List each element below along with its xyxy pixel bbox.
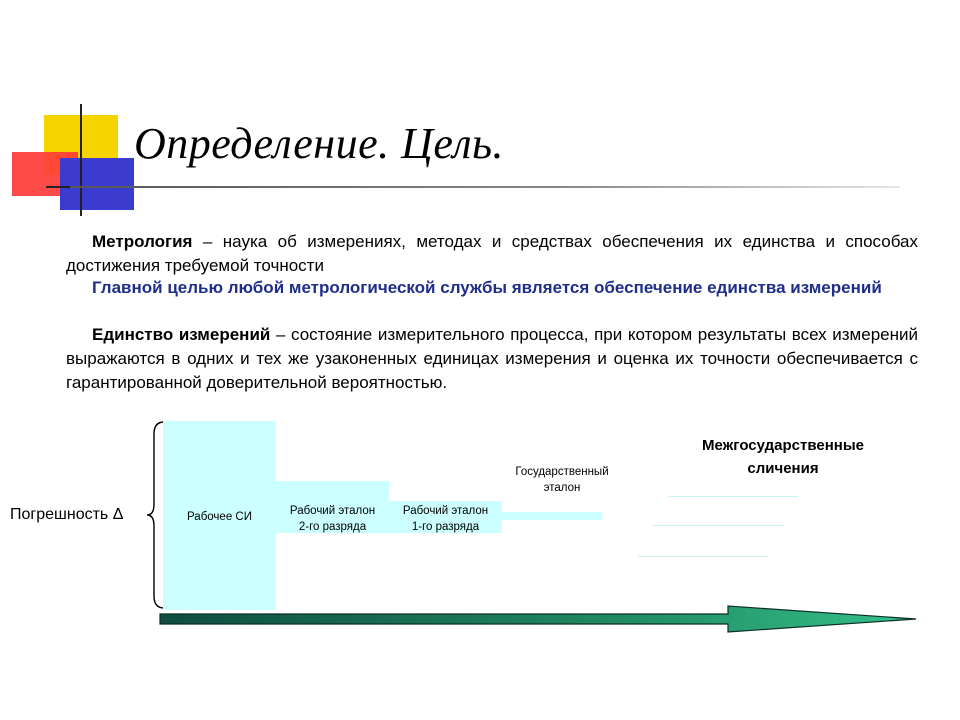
decor-vertical-line [80, 104, 82, 216]
level-label-line: 1-го разряда [411, 521, 480, 533]
intl-line: сличения [747, 460, 819, 477]
term-metrology: Метрология [92, 232, 193, 251]
accuracy-arrow-icon [158, 604, 920, 634]
level-label-line: Рабочий эталон [289, 505, 376, 517]
level-label-state-standard [512, 464, 612, 496]
metrology-text: – наука об измерениях, методах и средствах обеспечения их единства и способах достижения требуемой точности [66, 232, 918, 275]
level-label-line: эталон [543, 482, 581, 494]
title-underline [70, 186, 900, 188]
level-label-standard-rank1 [389, 503, 502, 535]
unity-text: – состояние измерительного процесса, при котором результаты всех измерений выражаются в одних и тех же узаконенных единицах измерения и оценка их точности обеспечивается с гарантированной доверительной вероятностью. [66, 325, 918, 392]
goal-statement [66, 276, 918, 300]
definition-unity [66, 323, 918, 395]
intl-line: Межгосударственные [702, 437, 864, 454]
level-label-standard-rank2 [276, 503, 389, 535]
level-label-working-instrument [163, 509, 276, 525]
comparison-line [652, 525, 784, 526]
decor-blue-square [60, 158, 134, 210]
level-label-line: Государственный [515, 466, 609, 478]
level-label-line: Рабочее СИ [187, 511, 252, 523]
level-label-line: Рабочий эталон [402, 505, 489, 517]
comparison-line [638, 556, 768, 557]
level-block-state-standard [502, 512, 602, 520]
error-axis-label: Погрешность Δ [10, 506, 124, 523]
comparison-line [668, 496, 798, 497]
goal-text: Главной целью любой метрологической службы является обеспечение единства измерений [92, 278, 882, 297]
definition-metrology [66, 230, 918, 278]
international-comparisons-label [668, 434, 898, 480]
term-unity: Единство измерений [92, 325, 271, 344]
level-label-line: 2-го разряда [298, 521, 367, 533]
slide-title: Определение. Цель. [134, 119, 505, 168]
